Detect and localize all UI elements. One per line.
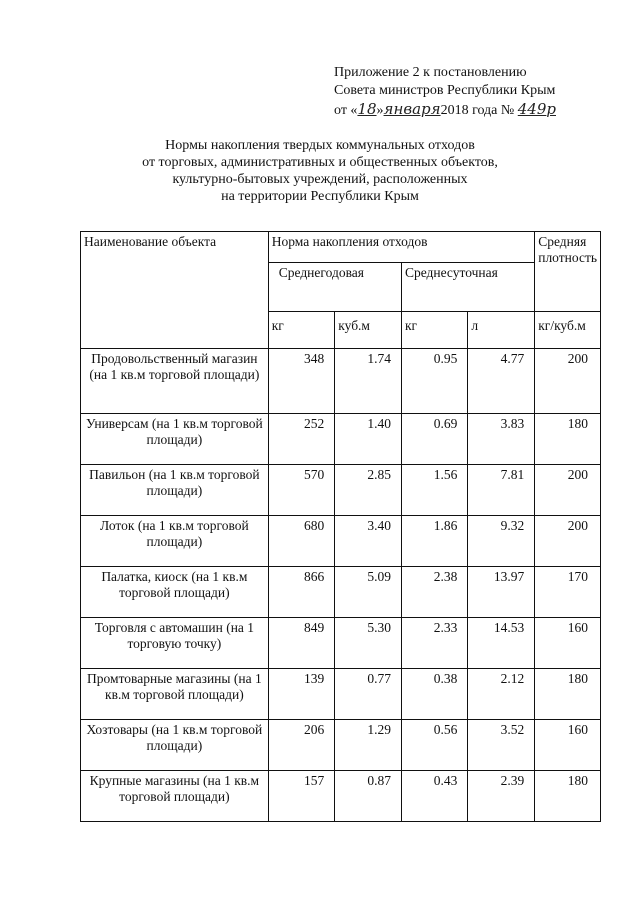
table-row [81,567,601,618]
row-kg-year: 139 [268,669,335,720]
handwritten-number-suffix: р [546,100,556,118]
row-kg-year: 866 [268,567,335,618]
row-l-day: 2.39 [468,771,535,822]
row-m3-year: 3.40 [335,516,402,567]
row-kg-year: 252 [268,414,335,465]
row-m3-year: 1.40 [335,414,402,465]
table-row [81,618,601,669]
title-line-1: Нормы накопления твердых коммунальных отходов [165,138,475,153]
title-line-4: на территории Республики Крым [221,189,419,204]
header-annual: Среднегодовая [268,263,401,312]
unit-l-day: л [468,312,535,349]
header-name: Наименование объекта [81,232,269,349]
row-name: Павильон (на 1 кв.м торговой площади) [81,465,269,516]
row-m3-year: 1.74 [335,349,402,414]
appendix-line-1: Приложение 2 к постановлению [334,65,527,80]
handwritten-number: 449 [517,100,547,118]
table-row [81,720,601,771]
appendix-date-line [334,100,634,120]
norms-table [80,231,601,822]
row-l-day: 9.32 [468,516,535,567]
row-m3-year: 0.87 [335,771,402,822]
row-l-day: 14.53 [468,618,535,669]
row-l-day: 4.77 [468,349,535,414]
row-l-day: 3.83 [468,414,535,465]
unit-m3-year: куб.м [335,312,402,349]
table-row [81,349,601,414]
row-kg-day: 1.86 [401,516,467,567]
handwritten-day: 18 [357,100,377,118]
table-row [81,465,601,516]
row-l-day: 13.97 [468,567,535,618]
row-kg-day: 0.69 [401,414,467,465]
row-l-day: 3.52 [468,720,535,771]
header-norm: Норма накопления отходов [268,232,534,263]
appendix-header [334,64,634,120]
title-line-2: от торговых, административных и общественных объектов, [142,155,498,170]
row-density: 200 [535,465,601,516]
row-name: Продовольственный магазин (на 1 кв.м торговой площади) [81,349,269,414]
year-text: 2018 года № [440,103,515,118]
row-name: Палатка, киоск (на 1 кв.м торговой площади) [81,567,269,618]
row-m3-year: 5.30 [335,618,402,669]
table-row [81,414,601,465]
row-density: 180 [535,669,601,720]
row-kg-year: 849 [268,618,335,669]
row-kg-day: 0.43 [401,771,467,822]
unit-kg-day: кг [401,312,467,349]
row-kg-day: 1.56 [401,465,467,516]
row-m3-year: 5.09 [335,567,402,618]
row-m3-year: 0.77 [335,669,402,720]
row-density: 170 [535,567,601,618]
row-name: Торговля с автомашин (на 1 торговую точку) [81,618,269,669]
row-name: Крупные магазины (на 1 кв.м торговой площади) [81,771,269,822]
row-kg-day: 0.56 [401,720,467,771]
table-row [81,669,601,720]
row-kg-day: 2.38 [401,567,467,618]
row-m3-year: 2.85 [335,465,402,516]
row-density: 180 [535,771,601,822]
title-line-3: культурно-бытовых учреждений, расположенных [172,172,468,187]
unit-kg-year: кг [268,312,335,349]
header-daily: Среднесуточная [401,263,534,312]
unit-density: кг/куб.м [535,312,601,349]
row-kg-year: 680 [268,516,335,567]
row-density: 160 [535,618,601,669]
row-kg-day: 0.95 [401,349,467,414]
row-name: Хозтовары (на 1 кв.м торговой площади) [81,720,269,771]
date-prefix: от « [334,103,358,118]
row-l-day: 7.81 [468,465,535,516]
appendix-line-2: Совета министров Республики Крым [334,83,556,98]
row-kg-year: 348 [268,349,335,414]
table-row [81,516,601,567]
header-density: Средняя плотность [535,232,601,312]
row-density: 160 [535,720,601,771]
row-density: 200 [535,516,601,567]
handwritten-month: января [383,100,441,118]
row-m3-year: 1.29 [335,720,402,771]
row-name: Лоток (на 1 кв.м торговой площади) [81,516,269,567]
row-name: Универсам (на 1 кв.м торговой площади) [81,414,269,465]
document-title [100,137,540,205]
row-kg-day: 0.38 [401,669,467,720]
row-name: Промтоварные магазины (на 1 кв.м торговой площади) [81,669,269,720]
row-kg-day: 2.33 [401,618,467,669]
row-kg-year: 206 [268,720,335,771]
row-kg-year: 157 [268,771,335,822]
table-row [81,771,601,822]
row-density: 180 [535,414,601,465]
date-mid: » [376,103,384,118]
row-density: 200 [535,349,601,414]
row-l-day: 2.12 [468,669,535,720]
row-kg-year: 570 [268,465,335,516]
